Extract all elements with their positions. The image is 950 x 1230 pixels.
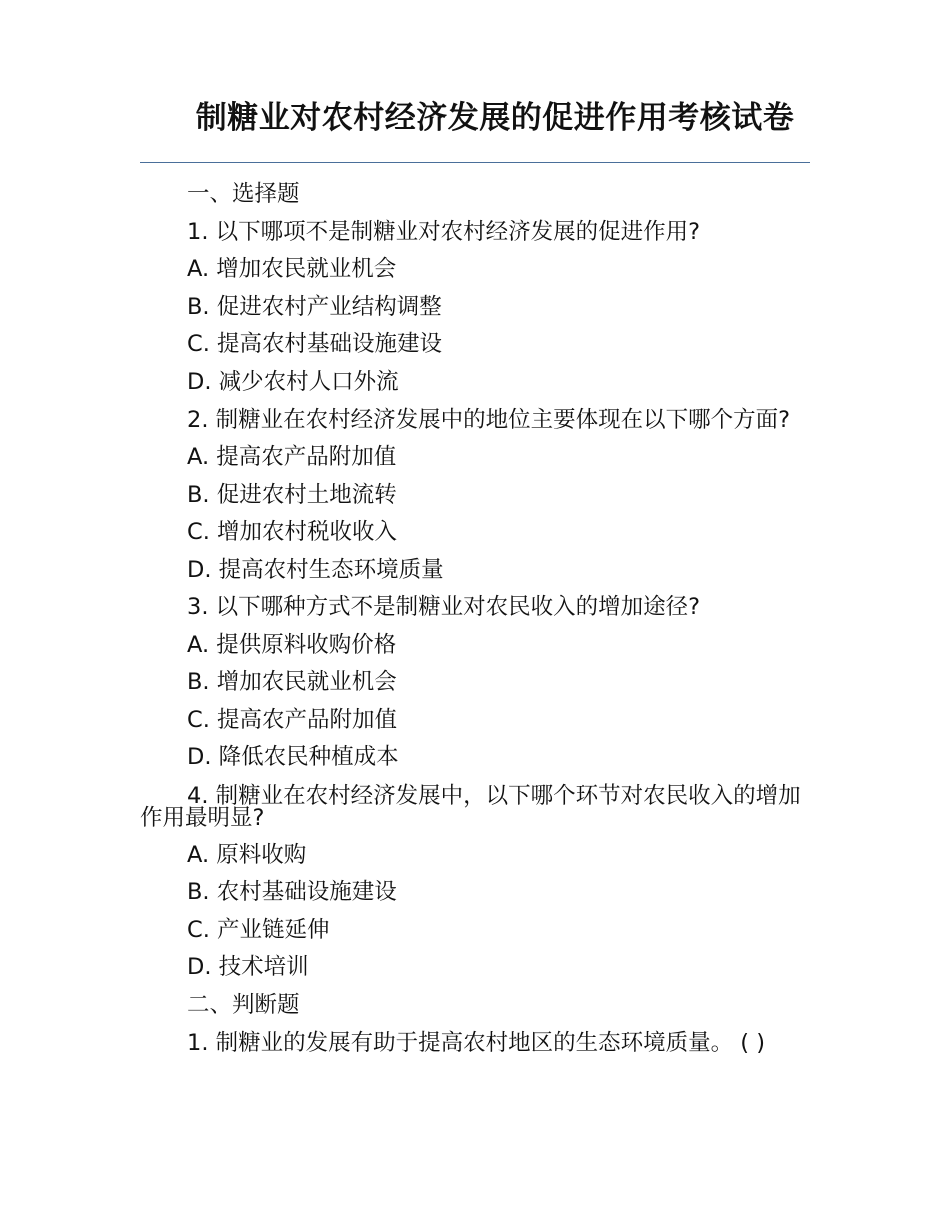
question-option: B. 促进农村土地流转 <box>187 481 397 508</box>
judgement-stem: 1. 制糖业的发展有助于提高农村地区的生态环境质量。 ( ) <box>187 1030 765 1056</box>
question-option: C. 提高农村基础设施建设 <box>187 331 443 357</box>
section-heading-judgement: 二、判断题 <box>187 991 300 1018</box>
question-option: B. 促进农村产业结构调整 <box>187 293 442 320</box>
question-option: C. 产业链延伸 <box>187 916 330 943</box>
question-option: A. 提供原料收购价格 <box>187 631 397 658</box>
question-option: C. 提高农产品附加值 <box>187 706 398 733</box>
question-stem: 2. 制糖业在农村经济发展中的地位主要体现在以下哪个方面? <box>187 407 791 433</box>
question-option: D. 提高农村生态环境质量 <box>187 556 444 583</box>
question-option: B. 增加农民就业机会 <box>187 669 397 695</box>
question-option: D. 减少农村人口外流 <box>187 368 399 395</box>
question-stem: 3. 以下哪种方式不是制糖业对农民收入的增加途径? <box>187 594 701 620</box>
question-option: A. 增加农民就业机会 <box>187 256 397 282</box>
question-stem: 1. 以下哪项不是制糖业对农村经济发展的促进作用? <box>187 218 701 245</box>
title-block <box>140 100 810 163</box>
document-body <box>140 176 812 1062</box>
document-title: 制糖业对农村经济发展的促进作用考核试卷 <box>195 100 795 136</box>
question-option: B. 农村基础设施建设 <box>187 879 397 905</box>
question-option: A. 提高农产品附加值 <box>187 444 397 470</box>
question-option: D. 技术培训 <box>187 954 309 980</box>
section-heading-choice: 一、选择题 <box>187 181 300 207</box>
question-stem: 4. 制糖业在农村经济发展中，以下哪个环节对农民收入的增加作用最明显? <box>140 782 801 831</box>
question-option: C. 增加农村税收收入 <box>187 519 398 545</box>
question-option: D. 降低农民种植成本 <box>187 744 399 770</box>
question-option: A. 原料收购 <box>187 841 307 868</box>
